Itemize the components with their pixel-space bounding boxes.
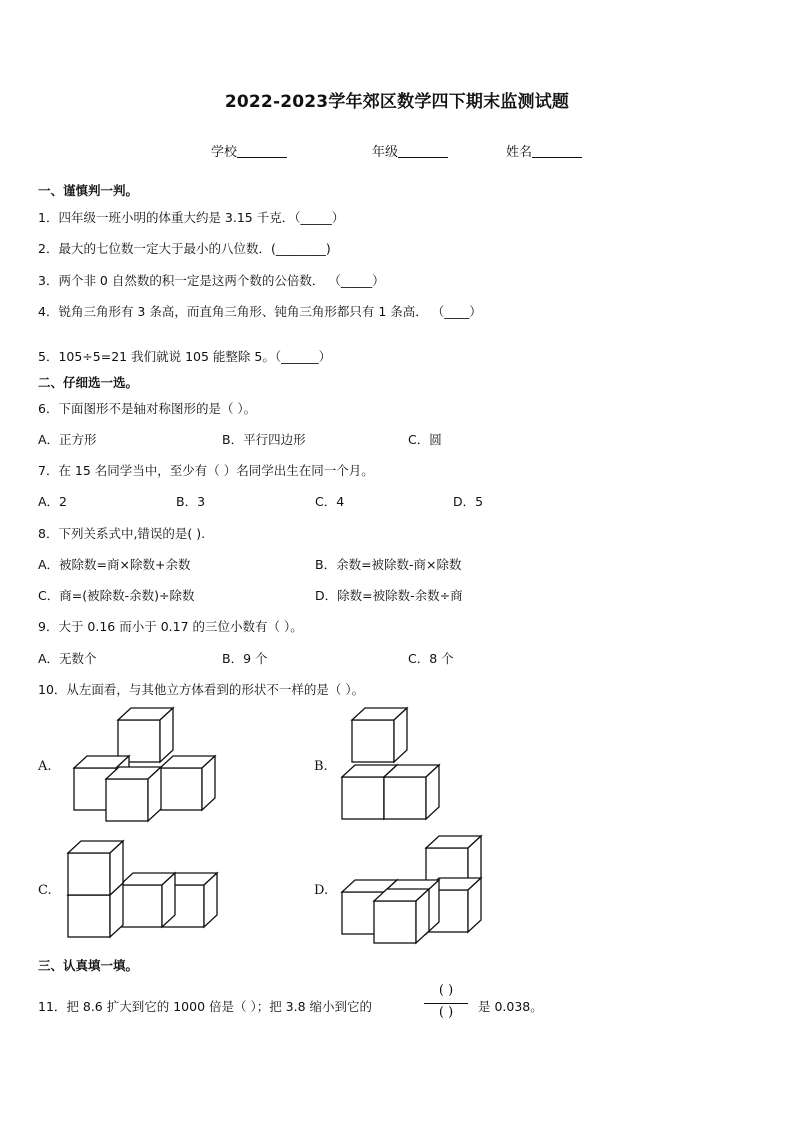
q8-option-d[interactable]: D．除数=被除数-余数÷商 [315,588,463,603]
fraction-bar [424,1003,468,1004]
question-7: 7．在 15 名同学当中，至少有（ ）名同学出生在同一个月。 [38,463,374,478]
q7-option-a[interactable]: A．2 [38,494,68,509]
section-heading-3: 三、认真填一填。 [38,958,139,973]
section-heading-1: 一、谨慎判一判。 [38,183,139,198]
fraction-denominator[interactable]: ( ) [438,1005,454,1020]
q6-option-c[interactable]: C．圆 [408,432,442,447]
cube [384,765,439,819]
q8-option-b[interactable]: B．余数=被除数-商×除数 [315,557,462,572]
q7-option-c[interactable]: C．4 [315,494,345,509]
figure-label-a[interactable]: A. [38,759,52,774]
cube [160,756,215,810]
school-label: 学校 [211,145,238,160]
question-9: 9．大于 0.16 而小于 0.17 的三位小数有（ ）。 [38,619,303,634]
q9-option-a[interactable]: A．无数个 [38,651,97,666]
name-field [506,141,582,160]
grade-field [372,141,448,160]
q6-option-b[interactable]: B．平行四边形 [222,432,306,447]
cube-figure-b[interactable] [338,703,454,825]
grade-label: 年级 [372,145,399,160]
figure-label-d[interactable]: D. [314,883,329,898]
exam-title: 2022-2023学年郊区数学四下期末监测试题 [224,92,570,112]
q6-option-a[interactable]: A．正方形 [38,432,97,447]
cube-figure-d[interactable] [338,834,484,950]
cube [106,767,161,821]
q9-option-b[interactable]: B．9 个 [222,651,268,666]
q9-option-c[interactable]: C．8 个 [408,651,454,666]
cube [120,873,175,927]
name-blank[interactable] [532,145,582,158]
q7-option-d[interactable]: D．5 [453,494,484,509]
question-11: 11．把 8.6 扩大到它的 1000 倍是（ ）；把 3.8 缩小到它的 [38,999,373,1014]
question-1: 1．四年级一班小明的体重大约是 3.15 千克．（_____） [38,210,345,225]
figure-label-b[interactable]: B. [314,759,328,774]
school-blank[interactable] [237,145,287,158]
cube [68,841,123,895]
question-3: 3．两个非 0 自然数的积一定是这两个数的公倍数． （_____） [38,273,385,288]
fraction-numerator[interactable]: ( ) [438,983,454,998]
question-11-tail: 是 0.038。 [478,999,543,1014]
name-label: 姓名 [506,145,533,160]
cube-figure-c[interactable] [64,837,220,945]
cube-figure-a[interactable] [70,703,222,825]
cube [374,889,429,943]
figure-label-c[interactable]: C. [38,883,52,898]
q7-option-b[interactable]: B．3 [176,494,206,509]
cube [118,708,173,762]
grade-blank[interactable] [398,145,448,158]
cube [352,708,407,762]
question-6: 6．下面图形不是轴对称图形的是（ ）。 [38,401,257,416]
q8-option-c[interactable]: C．商=(被除数-余数)÷除数 [38,588,195,603]
question-8: 8．下列关系式中,错误的是( ). [38,526,206,541]
question-10: 10．从左面看，与其他立方体看到的形状不一样的是（ ）。 [38,682,365,697]
q8-option-a[interactable]: A．被除数=商×除数+余数 [38,557,191,572]
question-5: 5．105÷5=21 我们就说 105 能整除 5。（______） [38,349,332,364]
fraction-blank[interactable] [420,983,472,1023]
school-field [211,141,287,160]
question-2: 2．最大的七位数一定大于最小的八位数．(________) [38,241,331,256]
question-4: 4．锐角三角形有 3 条高，而直角三角形、钝角三角形都只有 1 条高． （____） [38,304,482,319]
section-heading-2: 二、仔细选一选。 [38,375,139,390]
